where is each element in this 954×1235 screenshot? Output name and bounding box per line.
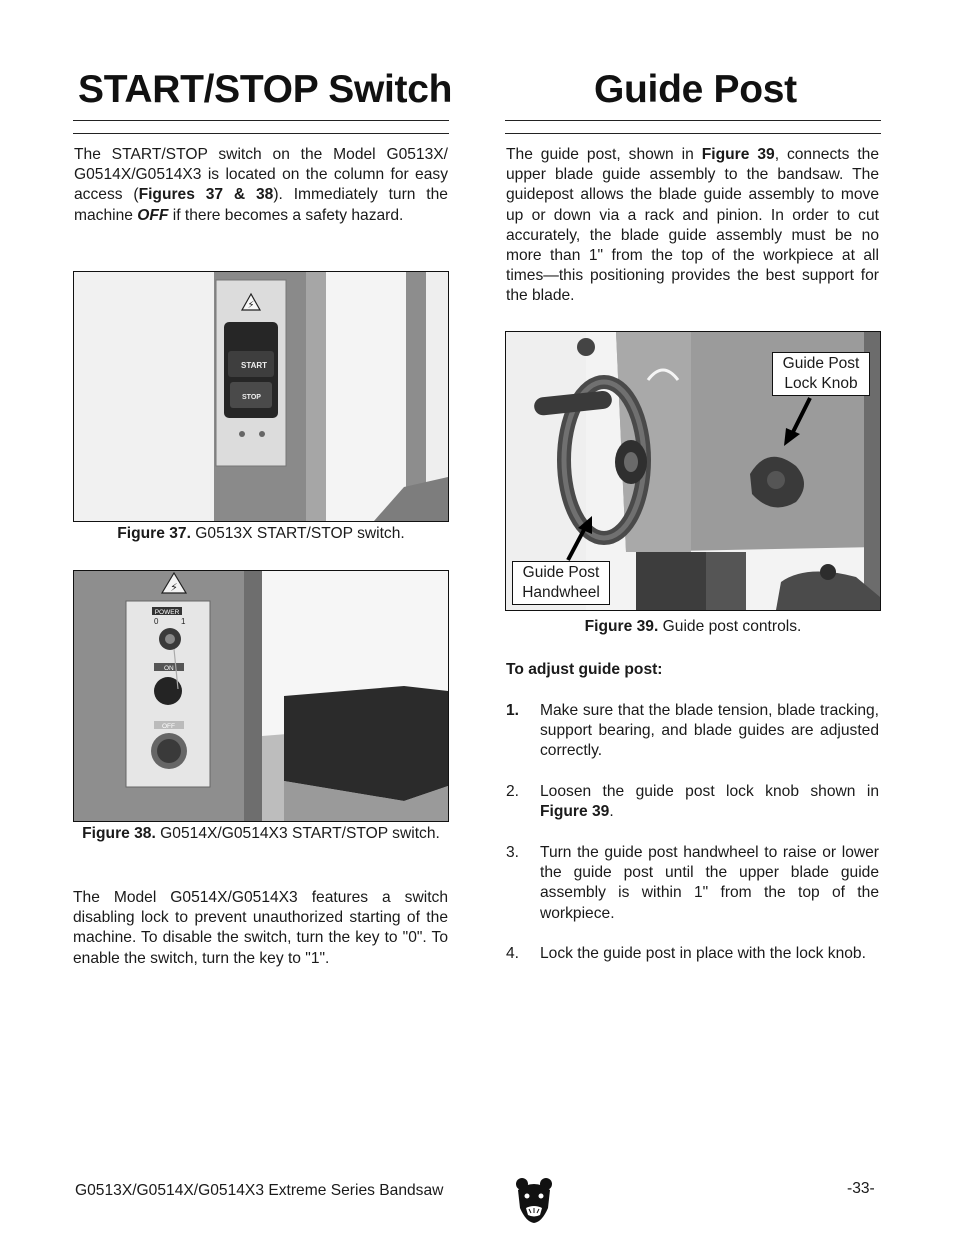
- step-2: [506, 782, 880, 823]
- title-rule-top-right: [505, 120, 881, 121]
- step-4: [506, 944, 880, 985]
- svg-text:⚡: ⚡: [247, 300, 255, 311]
- step-text: Turn the guide post handwheel to raise or lower the guide post until the upper blade guide assembly is within 1" from the top of the workpiece.: [540, 844, 879, 922]
- page-number: -33-: [847, 1180, 875, 1197]
- step-text: Lock the guide post in place with the lock knob.: [540, 945, 866, 962]
- callout-guide-post-lock-knob: Guide Post Lock Knob: [772, 352, 870, 396]
- start-stop-intro: The START/STOP switch on the Model G0513X/ G0514X/G0514X3 is located on the column for easy access (Figures 37 & 38). Immediately turn the machine OFF if there becomes a safety hazard.: [74, 146, 448, 224]
- figure-39-caption: Figure 39. Guide post controls.: [584, 618, 802, 635]
- step-number: 2.: [506, 783, 520, 800]
- step-text: Make sure that the blade tension, blade tracking, support bearing, and blade guides are adjusted correctly.: [540, 702, 879, 760]
- key-1-label: 1: [181, 617, 186, 626]
- start-button-label: START: [241, 361, 268, 370]
- figure-37-caption: Figure 37. G0513X START/STOP switch.: [117, 525, 405, 542]
- arrow-to-handwheel: [560, 516, 600, 562]
- title-rule-bottom-right: [505, 133, 881, 134]
- procedure-heading: To adjust guide post:: [506, 661, 663, 678]
- power-label: POWER: [154, 609, 180, 616]
- on-label: ON: [164, 665, 174, 672]
- figure-38-caption: Figure 38. G0514X/G0514X3 START/STOP switch.: [82, 825, 440, 842]
- step-number: 4.: [506, 945, 520, 962]
- section-title-start-stop: START/STOP Switch: [78, 68, 453, 111]
- step-number: 1.: [506, 702, 520, 719]
- key-0-label: 0: [154, 617, 159, 626]
- arrow-to-lock-knob: [780, 396, 820, 448]
- switch-lock-paragraph: The Model G0514X/G0514X3 features a switch disabling lock to prevent unauthorized starting of the machine. To disable the switch, turn the key to "0". To enable the switch, turn the key to "1".: [73, 889, 448, 967]
- section-title-guide-post: Guide Post: [594, 68, 797, 111]
- step-1: [506, 701, 880, 762]
- guide-post-intro: The guide post, shown in Figure 39, connects the upper blade guide assembly to the bandsaw. The guidepost allows the blade guide assembly to move up or down via a rack and pinion. In order to cut accurately, the blade guide assembly must be no more than 1" from the top of the workpiece at all times—this positioning provides the best support for the blade.: [506, 146, 879, 305]
- figure-38-image: [73, 570, 449, 822]
- step-3: [506, 843, 880, 924]
- footer-model-text: G0513X/G0514X/G0514X3 Extreme Series Bandsaw: [75, 1182, 444, 1199]
- step-number: 3.: [506, 844, 520, 861]
- svg-text:⚡: ⚡: [170, 581, 178, 594]
- stop-button-label: STOP: [242, 394, 261, 401]
- title-rule-top: [73, 120, 449, 121]
- bear-head-logo-icon: [514, 1176, 554, 1224]
- figure-37-image: [73, 271, 449, 522]
- title-rule-bottom: [73, 133, 449, 134]
- off-label: OFF: [162, 723, 175, 730]
- callout-guide-post-handwheel: Guide Post Handwheel: [512, 561, 610, 605]
- step-text: Loosen the guide post lock knob shown in Figure 39.: [540, 783, 879, 821]
